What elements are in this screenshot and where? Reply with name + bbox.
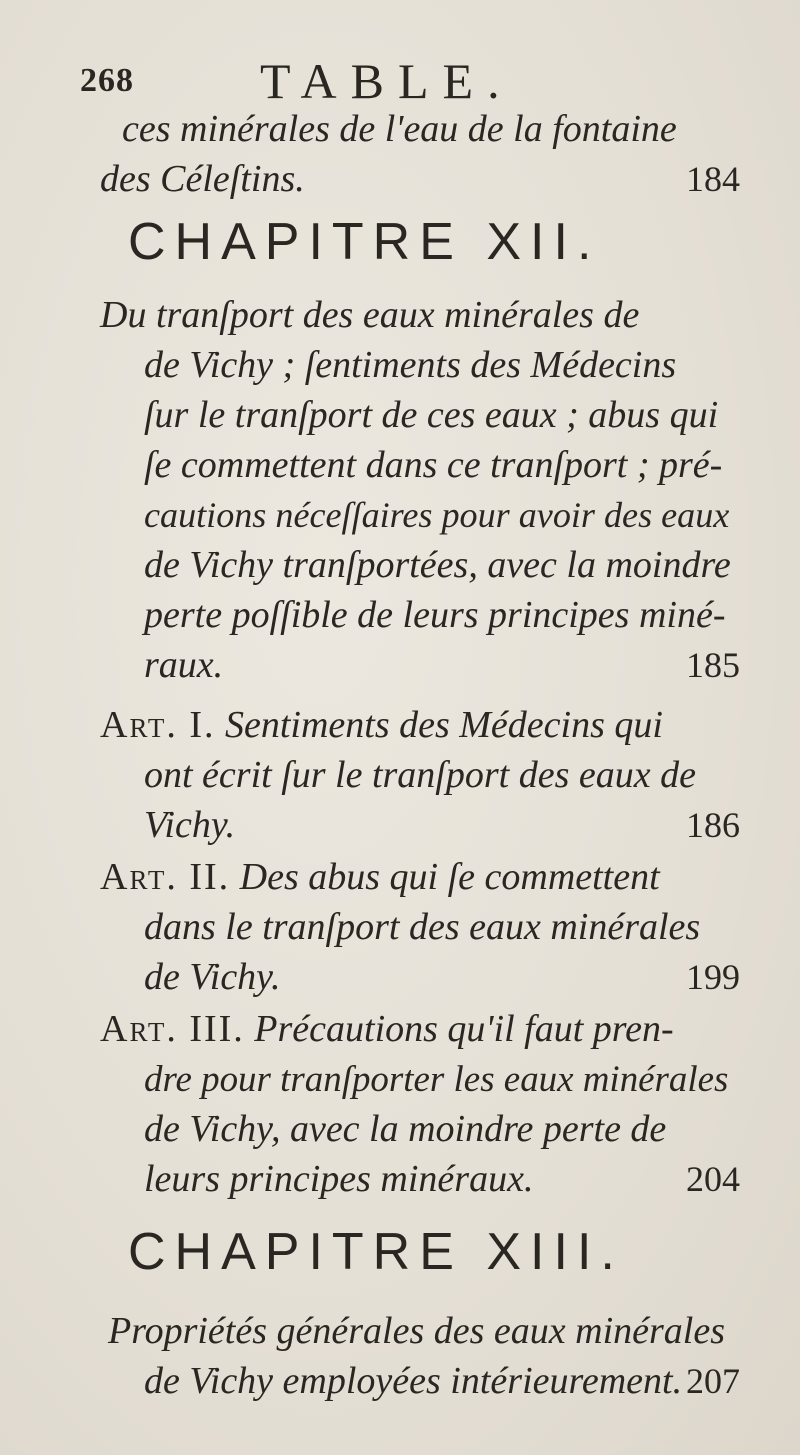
toc-line: de Vichy, avec la moindre perte de	[144, 1108, 667, 1150]
toc-line: ont écrit ſur le tranſport des eaux de	[144, 754, 696, 796]
chapter-heading: CHAPITRE XII.	[128, 213, 601, 271]
article-label: Art. III.	[100, 1008, 245, 1050]
chapter-heading: CHAPITRE XIII.	[128, 1223, 624, 1281]
toc-line	[100, 154, 740, 204]
toc-line	[100, 1356, 740, 1406]
toc-line-text: Des abus qui ſe commettent	[239, 856, 660, 898]
toc-line: ſur le tranſport de ces eaux ; abus qui	[144, 394, 719, 436]
page-header	[80, 52, 720, 112]
toc-line-text: Vichy.	[144, 804, 236, 846]
toc-line	[100, 640, 740, 690]
toc-line	[100, 1154, 740, 1204]
toc-line	[100, 700, 740, 750]
article-entry	[100, 852, 740, 1002]
chapter-summary	[100, 290, 740, 690]
toc-line-text: leurs principes minéraux.	[144, 1158, 534, 1200]
toc-line-text: de Vichy.	[144, 956, 281, 998]
toc-line: cautions néceſſaires pour avoir des eaux	[144, 495, 730, 535]
toc-page-ref: 185	[686, 645, 740, 685]
toc-line-text: de Vichy employées intérieurement.	[144, 1360, 683, 1402]
article-label: Art. II.	[100, 856, 231, 898]
toc-page-ref: 207	[686, 1361, 740, 1401]
toc-line: ſe commettent dans ce tranſport ; pré-	[144, 444, 723, 486]
toc-line: de Vichy tranſportées, avec la moindre	[144, 544, 731, 586]
toc-line: dre pour tranſporter les eaux minérales	[144, 1058, 729, 1099]
toc-page-ref: 184	[686, 159, 740, 199]
toc-entry-continuation	[100, 104, 740, 204]
toc-line: perte poſſible de leurs principes miné-	[144, 594, 726, 636]
toc-page-ref: 204	[686, 1159, 740, 1199]
toc-page-ref: 199	[686, 957, 740, 997]
toc-line-text: Précautions qu'il faut pren-	[254, 1008, 674, 1050]
toc-line-text: raux.	[144, 644, 224, 686]
chapter-summary	[100, 1306, 740, 1406]
page-number: 268	[80, 62, 134, 99]
toc-line-text: des Céleſtins.	[100, 158, 305, 200]
article-entry	[100, 700, 740, 850]
article-entry	[100, 1004, 740, 1204]
toc-line: dans le tranſport des eaux minérales	[144, 906, 701, 948]
toc-line-text: Sentiments des Médecins qui	[224, 704, 663, 746]
toc-page-ref: 186	[686, 805, 740, 845]
toc-line: Propriétés générales des eaux minérales	[108, 1310, 725, 1352]
toc-line	[100, 800, 740, 850]
toc-line	[100, 852, 740, 902]
toc-line: de Vichy ; ſentiments des Médecins	[144, 344, 677, 386]
running-title: TABLE.	[260, 53, 514, 109]
toc-line: ces minérales de l'eau de la fontaine	[122, 108, 677, 150]
toc-line	[100, 1004, 740, 1054]
toc-line	[100, 952, 740, 1002]
article-label: Art. I.	[100, 704, 216, 746]
toc-line: Du tranſport des eaux minérales de	[100, 294, 640, 336]
